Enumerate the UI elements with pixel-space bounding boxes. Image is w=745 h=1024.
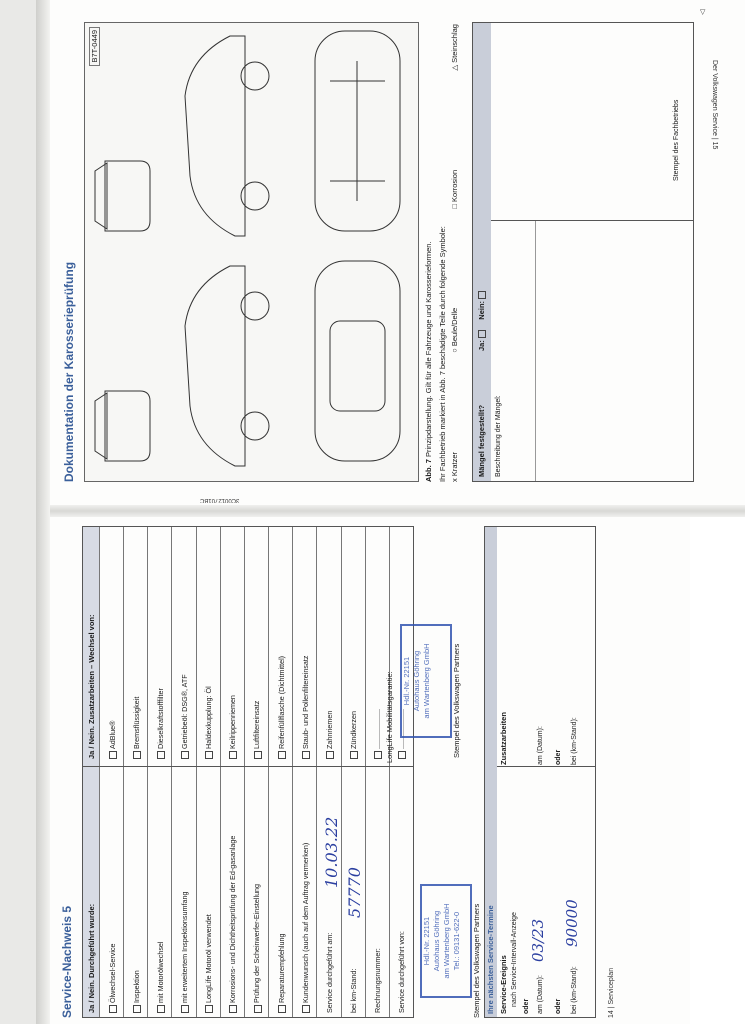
workshop-stamp-label: Stempel des Fachbetriebs [673,99,680,181]
service-item-label: Service durchgeführt am: [324,932,334,1013]
front-view-right [105,161,150,231]
km-label: bei (km-Stand): [571,966,578,1014]
service-item-label: mit Motorölwechsel [155,941,165,1003]
yes-label: Ja: [477,340,486,351]
extra-work-checkbox[interactable] [229,751,237,759]
top-view [315,261,400,461]
left-column-header: Ja / Nein. Durchgeführt wurde: [86,903,96,1013]
service-checkbox[interactable] [205,1005,213,1013]
service-row [316,527,341,1017]
service-item-label: Kundenwunsch (auch auf dem Auftrag vermerken) [300,842,310,1003]
right-page-number: 15 [711,141,718,150]
book-spine [36,0,50,1024]
karosserie-page [62,12,702,482]
extra-work-label: Staub- und Pollenfiltereinsatz [300,655,310,749]
service-checkbox[interactable] [278,1005,286,1013]
additional-work-label: Zusatzarbeiten [499,712,508,765]
page-arrow-icon: ▽ [700,9,706,16]
date-label-right: am (Datum): [537,726,544,765]
service-checkbox[interactable] [229,1005,237,1013]
extra-work-label: Reifenfüllflasche (Dichtmittel) [276,655,286,749]
service-item-label: Service durchgeführt von: [397,931,407,1013]
service-event-label: Service-Ereignis [499,955,508,1014]
page-title: Dokumentation der Karosserieprüfung [62,261,76,482]
side-view-right [185,36,245,236]
service-item-label: Inspektion [131,970,141,1003]
km-handwritten: 57770 [345,867,364,918]
service-item-label: mit erweitertem Inspektionsumfang [179,891,189,1003]
figure-code: B7T-0449 [89,27,100,66]
symbol-legend [450,24,459,482]
extra-work-label: Zahnriemen [324,710,334,749]
side-code: 3C0012701BC [200,497,240,503]
page-gutter [50,505,745,517]
next-date-handwritten: 03/23 [529,918,547,962]
legend-scratch: x Kratzer [450,451,459,482]
service-item-label: Korrosions- und Dichtheitsprüfung der Ed-gasanlage [228,835,238,1003]
service-item-label: bei km-Stand: [349,968,359,1013]
service-item-label: Ölwechsel-Service [107,943,117,1003]
scan-margin [0,0,36,1024]
longlife-label: LongLife Mobilitätsgarantie: [385,671,394,763]
extra-work-checkbox[interactable] [254,751,262,759]
next-service-header: Ihre nächsten Service-Termine [486,905,495,1014]
side-view-left [185,266,245,466]
service-item-label: LongLife Motoröl verwendet [204,914,214,1003]
extra-work-label: Bremsflüssigkeit [131,696,141,749]
stamp-label-left: Stempel des Volkswagen Partners [472,903,481,1018]
extra-work-checkbox[interactable] [350,751,358,759]
no-label: Nein: [477,300,486,320]
extra-work-checkbox[interactable] [278,751,286,759]
service-row [147,527,172,1017]
service-checkbox[interactable] [109,1005,117,1013]
km-label-right: bei (km-Stand): [571,717,578,765]
service-checkbox[interactable] [133,1005,141,1013]
service-row [196,527,221,1017]
extra-work-label: Getriebeöl: DSG®, ATF [179,674,189,749]
service-row [99,527,124,1017]
service-checkbox[interactable] [181,1005,189,1013]
extra-work-checkbox[interactable] [374,751,382,759]
service-row [268,527,293,1017]
figure-caption: Prinzipdarstellung. Gilt für alle Fahrzeuge und Karosserieformen. [424,241,433,457]
extra-work-checkbox[interactable] [133,751,141,759]
dealer-stamp-right: Hdl.-Nr. 22151 Autohaus Göhring am Wartenberg GmbH [400,624,452,738]
extra-work-checkbox[interactable] [326,751,334,759]
left-page-number: 14 [608,1010,615,1018]
extra-work-label: Haldexkupplung: Öl [204,686,214,749]
defects-table [472,22,694,482]
extra-work-label: .................... [397,709,407,749]
service-row [292,527,317,1017]
legend-stonechip: △ Steinschlag [450,24,459,71]
service-row [389,527,414,1017]
yes-checkbox[interactable] [478,330,486,338]
service-nachweis-page: Service-Nachweis 5 Ja / Nein. Durchgeführt wurde: Ja / Nein. Zusatzarbeiten – Wechsel von: Ölwechsel-Service AdBlue® Inspektion Bremsflüssigkeit mit Motorölwechsel Dieselkraftstofffilter mit erweitertem Inspektionsumfang Getriebeöl: DSG®, ATF LongLife Motoröl verwendet Haldexkupplung: Öl Korrosions- und Dichtheitsprüfung der Ed-gasanlage Keilrippenriemen Prüfung der Scheinwerfer-Einstellung Luftfiltereinsatz Reparaturempfehlung Reifenfüllflasche (Dichtmittel) Kundenwunsch (auch auf dem Auftrag vermerken) Staub- und Pollenfiltereinsatz Service durchgeführt am: Zahnriemen bei km-Stand: Zündkerzen Rechnungsnummer: .................... Service durchgeführt von: .................... 10.03.22 57770 LongLife Mobilitätsgarantie: Hdl.-Nr. 22151 Autohaus Göhring am Wartenberg GmbH Tel.: 09131-622-0 Hdl.-Nr. 22151 Autohaus Göhring am Wartenberg GmbH Stempel des Volkswagen Partners Stempel des Volkswagen Partners Ihre nächsten Service-Termine Service-Ereignis Zusatzarbeiten nach Service-Intervall-Anzeige oder am (Datum): 03/23 oder bei (km-Stand): 90000 am (Datum): oder bei (km-Stand): 14 | Serviceplan [60,522,700,1018]
extra-work-checkbox[interactable] [205,751,213,759]
defects-question: Mängel festgestellt? [477,404,486,477]
extra-work-checkbox[interactable] [398,751,406,759]
service-checkbox[interactable] [302,1005,310,1013]
legend-corrosion: □ Korrosion [450,169,459,209]
legend-dent: ○ Beule/Delle [450,307,459,353]
oder-1: oder [523,998,530,1014]
service-item-label: Prüfung der Scheinwerfer-Einstellung [252,883,262,1003]
service-checkbox[interactable] [254,1005,262,1013]
stamp-label-right: Stempel des Volkswagen Partners [452,643,461,758]
service-item-label: Reparaturempfehlung [276,933,286,1003]
extra-work-checkbox[interactable] [157,751,165,759]
next-km-handwritten: 90000 [563,899,581,947]
extra-work-label: .................... [373,709,383,749]
service-row [123,527,148,1017]
extra-work-label: Keilrippenriemen [228,695,238,749]
description-lines[interactable] [535,221,694,481]
car-outline-drawing [85,23,418,481]
extra-work-label: Dieselkraftstofffilter [155,688,165,749]
description-label: Beschreibung der Mängel: [495,395,502,477]
right-footer: Der Volkswagen Service [711,60,718,136]
extra-work-checkbox[interactable] [109,751,117,759]
left-section-footer: Serviceplan [608,967,615,1005]
extra-work-label: Zündkerzen [349,711,359,749]
service-row [341,527,366,1017]
oder-3: oder [555,749,562,765]
right-column-header: Ja / Nein. Zusatzarbeiten – Wechsel von: [86,614,96,759]
next-service-table [484,526,596,1018]
extra-work-checkbox[interactable] [181,751,189,759]
no-checkbox[interactable] [478,291,486,299]
date-label: am (Datum): [537,975,544,1014]
front-view-left [105,391,150,461]
service-row [244,527,269,1017]
instruction-text: Ihr Fachbetrieb markiert in Abb. 7 beschädigte Teile durch folgende Symbole: [438,226,447,482]
service-date-handwritten: 10.03.22 [322,816,341,888]
oder-2: oder [555,998,562,1014]
service-row [220,527,245,1017]
extra-work-label: Luftfiltereinsatz [252,700,262,749]
figure-label: Abb. 7 [424,459,433,482]
service-item-label: Rechnungsnummer: [373,948,383,1013]
interval-note: nach Service-Intervall-Anzeige [511,912,518,1007]
service-checkbox[interactable] [157,1005,165,1013]
service-row [365,527,390,1017]
extra-work-checkbox[interactable] [302,751,310,759]
car-figure [84,22,419,482]
page-title: Service-Nachweis 5 [60,905,74,1018]
service-table [82,526,414,1018]
service-row [171,527,196,1017]
extra-work-label: AdBlue® [107,720,117,749]
dealer-stamp-left: Hdl.-Nr. 22151 Autohaus Göhring am Wartenberg GmbH Tel.: 09131-622-0 [420,884,472,998]
